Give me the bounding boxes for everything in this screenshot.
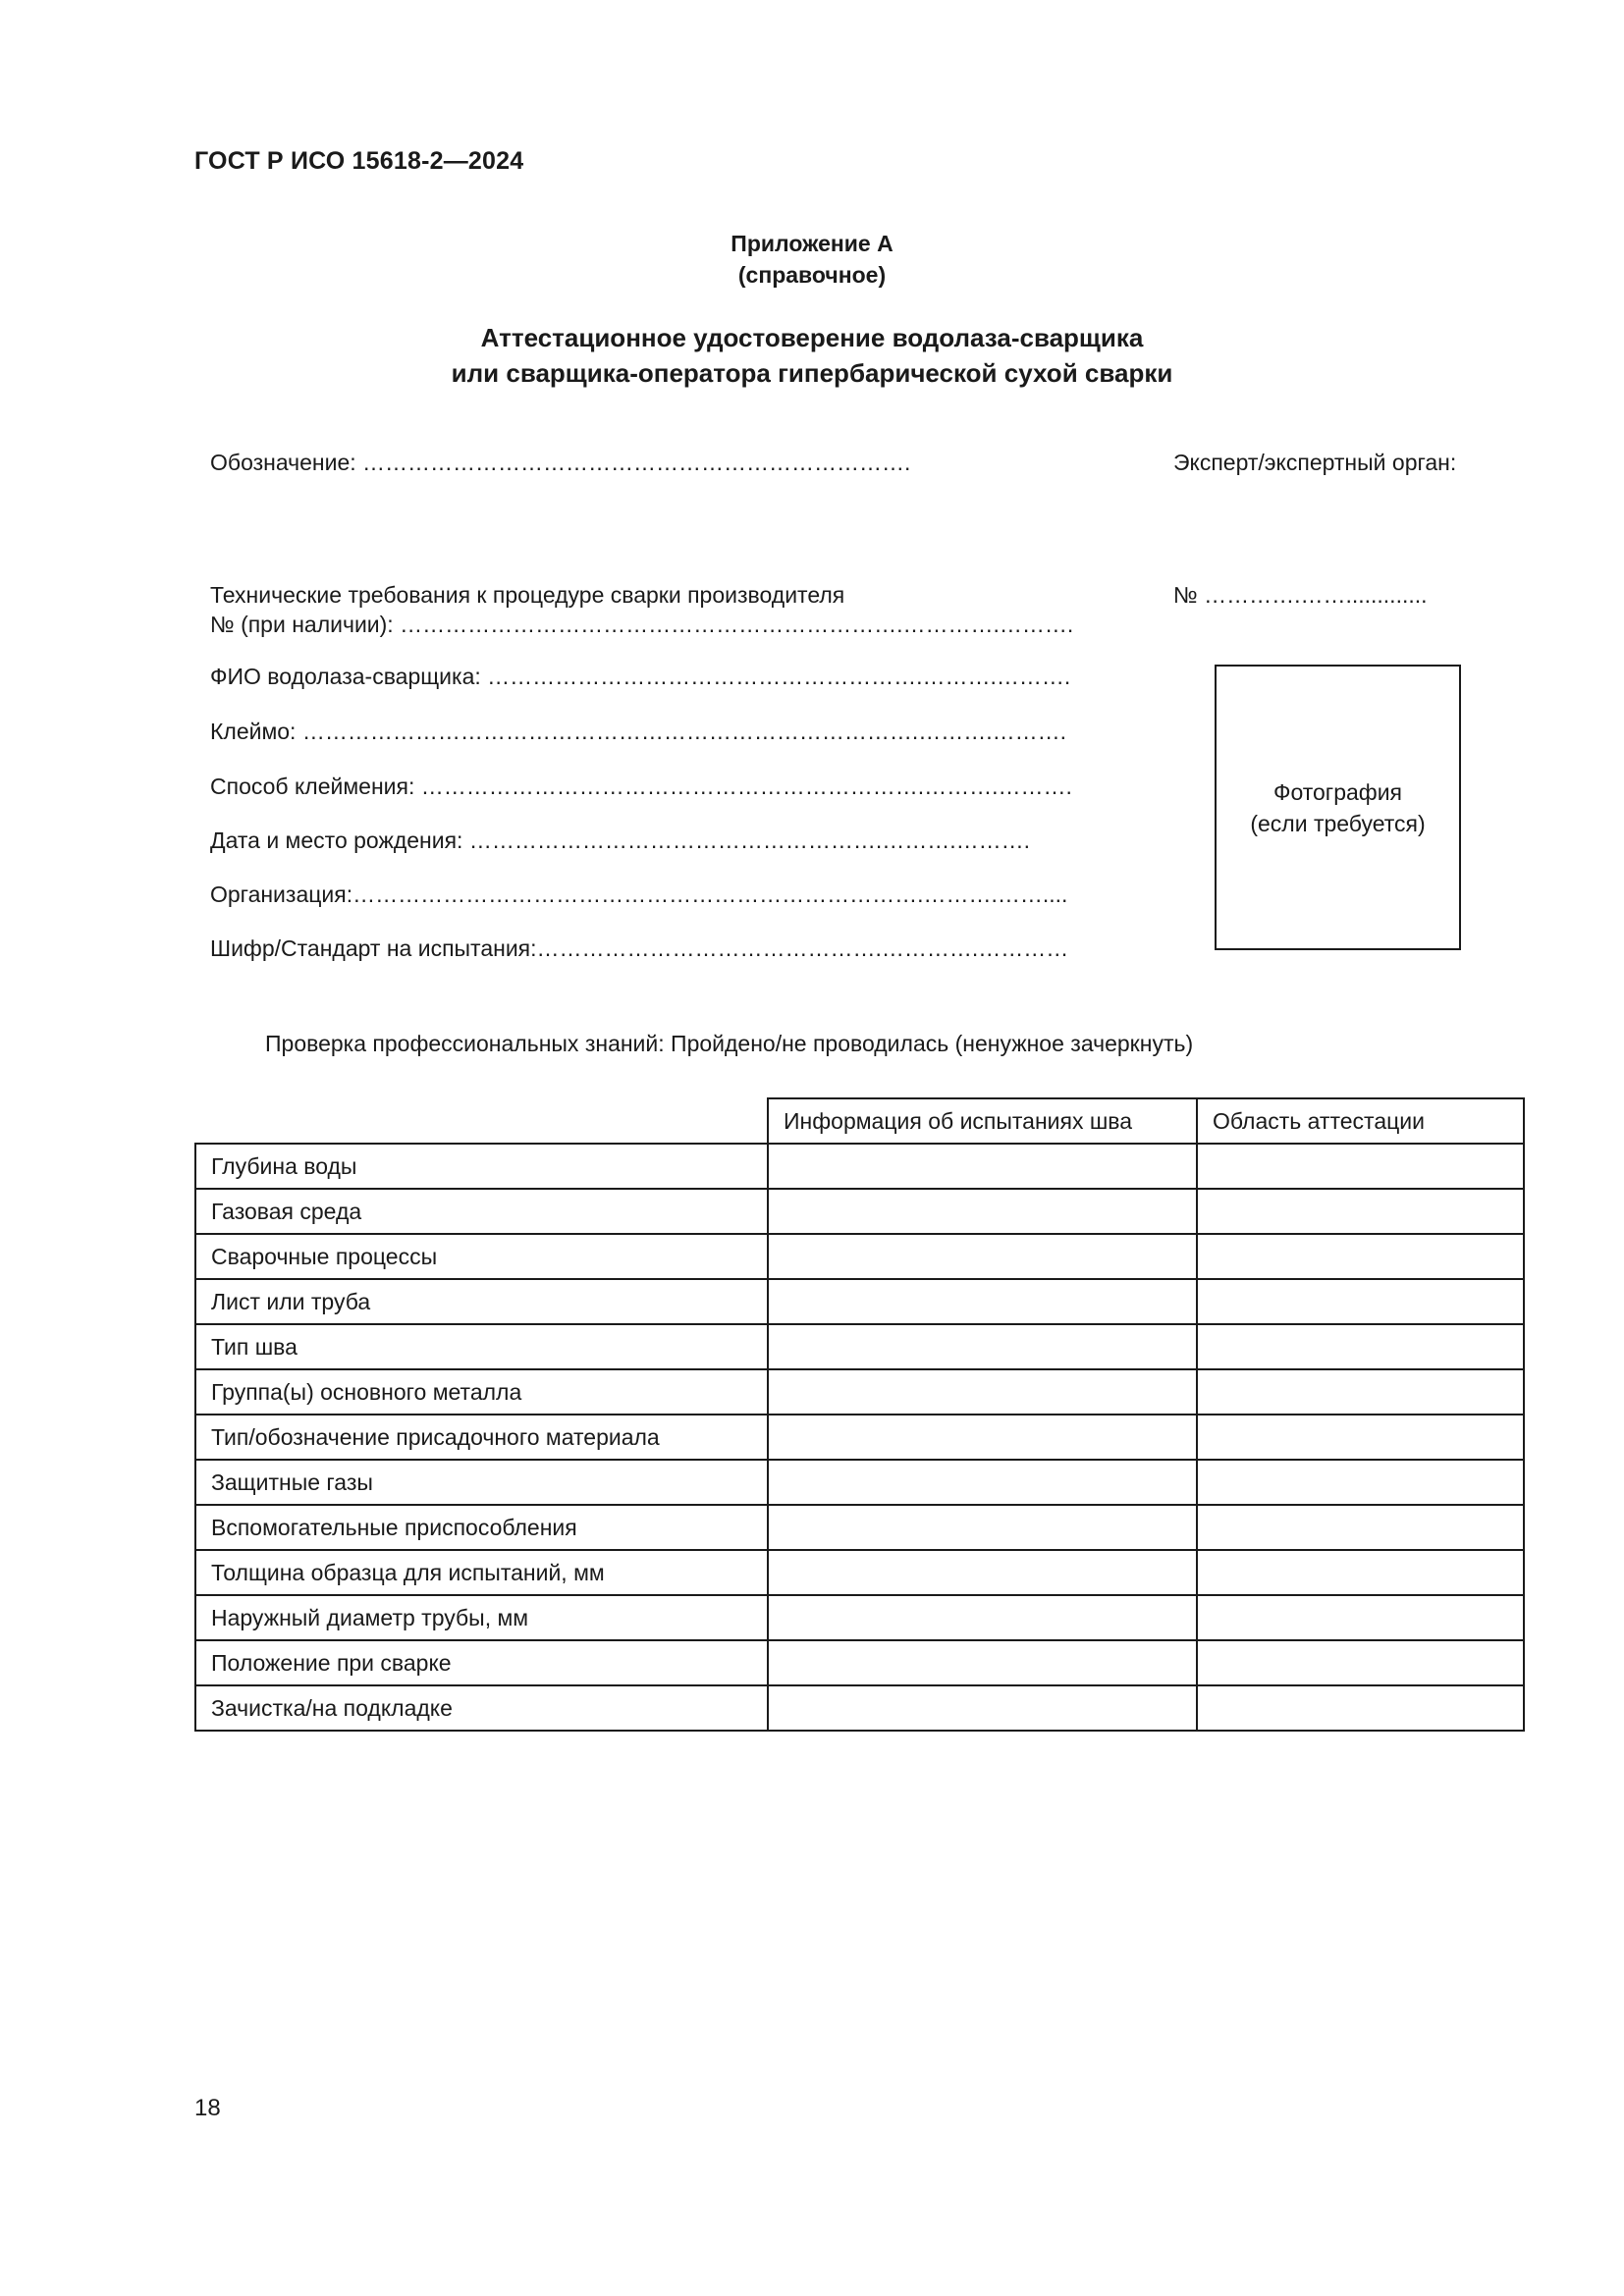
table-header-empty-cell (195, 1098, 768, 1144)
test-info-cell (768, 1279, 1197, 1324)
knowledge-check-text: Проверка профессиональных знаний: Пройдено/не проводилась (ненужное зачеркнуть) (265, 1031, 1194, 1056)
row-label: Наружный диаметр трубы, мм (195, 1595, 768, 1640)
row-label: Вспомогательные приспособления (195, 1505, 768, 1550)
title-line-1: Аттестационное удостоверение водолаза-сварщика (480, 323, 1144, 352)
table-row (195, 1550, 1524, 1595)
qualification-range-cell (1197, 1415, 1524, 1460)
qualification-range-cell (1197, 1369, 1524, 1415)
row-label: Глубина воды (195, 1144, 768, 1189)
qualification-range-cell (1197, 1279, 1524, 1324)
table-row (195, 1460, 1524, 1505)
test-standard-field: Шифр/Стандарт на испытания:……………………………………….………….………… (210, 935, 1069, 961)
test-info-cell (768, 1460, 1197, 1505)
photo-label: Фотография (1272, 778, 1403, 805)
qualification-range-cell (1197, 1685, 1524, 1731)
table-row (195, 1189, 1524, 1234)
test-info-cell (768, 1144, 1197, 1189)
qualification-table (194, 1097, 1525, 1732)
test-info-cell (768, 1685, 1197, 1731)
row-label: Лист или труба (195, 1279, 768, 1324)
test-info-cell (768, 1415, 1197, 1460)
appendix-label: Приложение А (731, 231, 893, 256)
document-code: ГОСТ Р ИСО 15618-2—2024 (194, 147, 524, 175)
row-label: Зачистка/на подкладке (195, 1685, 768, 1731)
table-row (195, 1415, 1524, 1460)
table-row (195, 1685, 1524, 1731)
photo-box (1215, 665, 1461, 950)
wps-field-line-2: № (при наличии): ………………………………………………………….………….………. (210, 612, 1074, 637)
wps-field-line-1: Технические требования к процедуре сварки производителя (210, 582, 845, 608)
qualification-range-cell (1197, 1189, 1524, 1234)
table-row (195, 1595, 1524, 1640)
row-label: Тип/обозначение присадочного материала (195, 1415, 768, 1460)
qualification-range-cell (1197, 1324, 1524, 1369)
title-line-2: или сварщика-оператора гипербарической сухой сварки (451, 358, 1173, 388)
qualification-range-cell (1197, 1550, 1524, 1595)
qualification-range-cell (1197, 1460, 1524, 1505)
test-info-cell (768, 1369, 1197, 1415)
test-info-cell (768, 1550, 1197, 1595)
stamp-method-field: Способ клеймения: ………………………………………………………….……….………. (210, 774, 1072, 799)
test-info-cell (768, 1640, 1197, 1685)
row-label: Защитные газы (195, 1460, 768, 1505)
row-label: Толщина образца для испытаний, мм (195, 1550, 768, 1595)
table-header-qualification-range: Область аттестации (1197, 1098, 1524, 1144)
row-label: Положение при сварке (195, 1640, 768, 1685)
qualification-range-cell (1197, 1640, 1524, 1685)
table-header-row (195, 1098, 1524, 1144)
test-info-cell (768, 1324, 1197, 1369)
table-header-test-info: Информация об испытаниях шва (768, 1098, 1197, 1144)
diver-name-field: ФИО водолаза-сварщика: ………………………………………………….……….………. (210, 664, 1071, 689)
test-info-cell (768, 1189, 1197, 1234)
qualification-range-cell (1197, 1234, 1524, 1279)
qualification-range-cell (1197, 1505, 1524, 1550)
table-row (195, 1279, 1524, 1324)
qualification-range-cell (1197, 1144, 1524, 1189)
number-field: № ………….……............. (1173, 582, 1428, 608)
appendix-type: (справочное) (737, 262, 887, 288)
table-row (195, 1640, 1524, 1685)
table-row (195, 1234, 1524, 1279)
appendix-heading (0, 228, 1624, 291)
stamp-field: Клеймо: ……………………………………………………………………….……….………. (210, 719, 1067, 744)
table-row (195, 1324, 1524, 1369)
qualification-range-cell (1197, 1595, 1524, 1640)
photo-note: (если требуется) (1250, 810, 1426, 836)
test-info-cell (768, 1234, 1197, 1279)
table-row (195, 1144, 1524, 1189)
table-row (195, 1369, 1524, 1415)
organization-field: Организация:………………………………………………………………….……….…….... (210, 881, 1068, 907)
row-label: Газовая среда (195, 1189, 768, 1234)
expert-label: Эксперт/экспертный орган: (1173, 450, 1457, 475)
certificate-title (0, 320, 1624, 391)
table-row (195, 1505, 1524, 1550)
test-info-cell (768, 1595, 1197, 1640)
test-info-cell (768, 1505, 1197, 1550)
row-label: Тип шва (195, 1324, 768, 1369)
row-label: Сварочные процессы (195, 1234, 768, 1279)
page-number: 18 (194, 2095, 221, 2121)
row-label: Группа(ы) основного металла (195, 1369, 768, 1415)
designation-field: Обозначение: ………………………………………………………………. (210, 450, 911, 475)
birth-field: Дата и место рождения: ……………………………………………….……….………. (210, 828, 1030, 853)
